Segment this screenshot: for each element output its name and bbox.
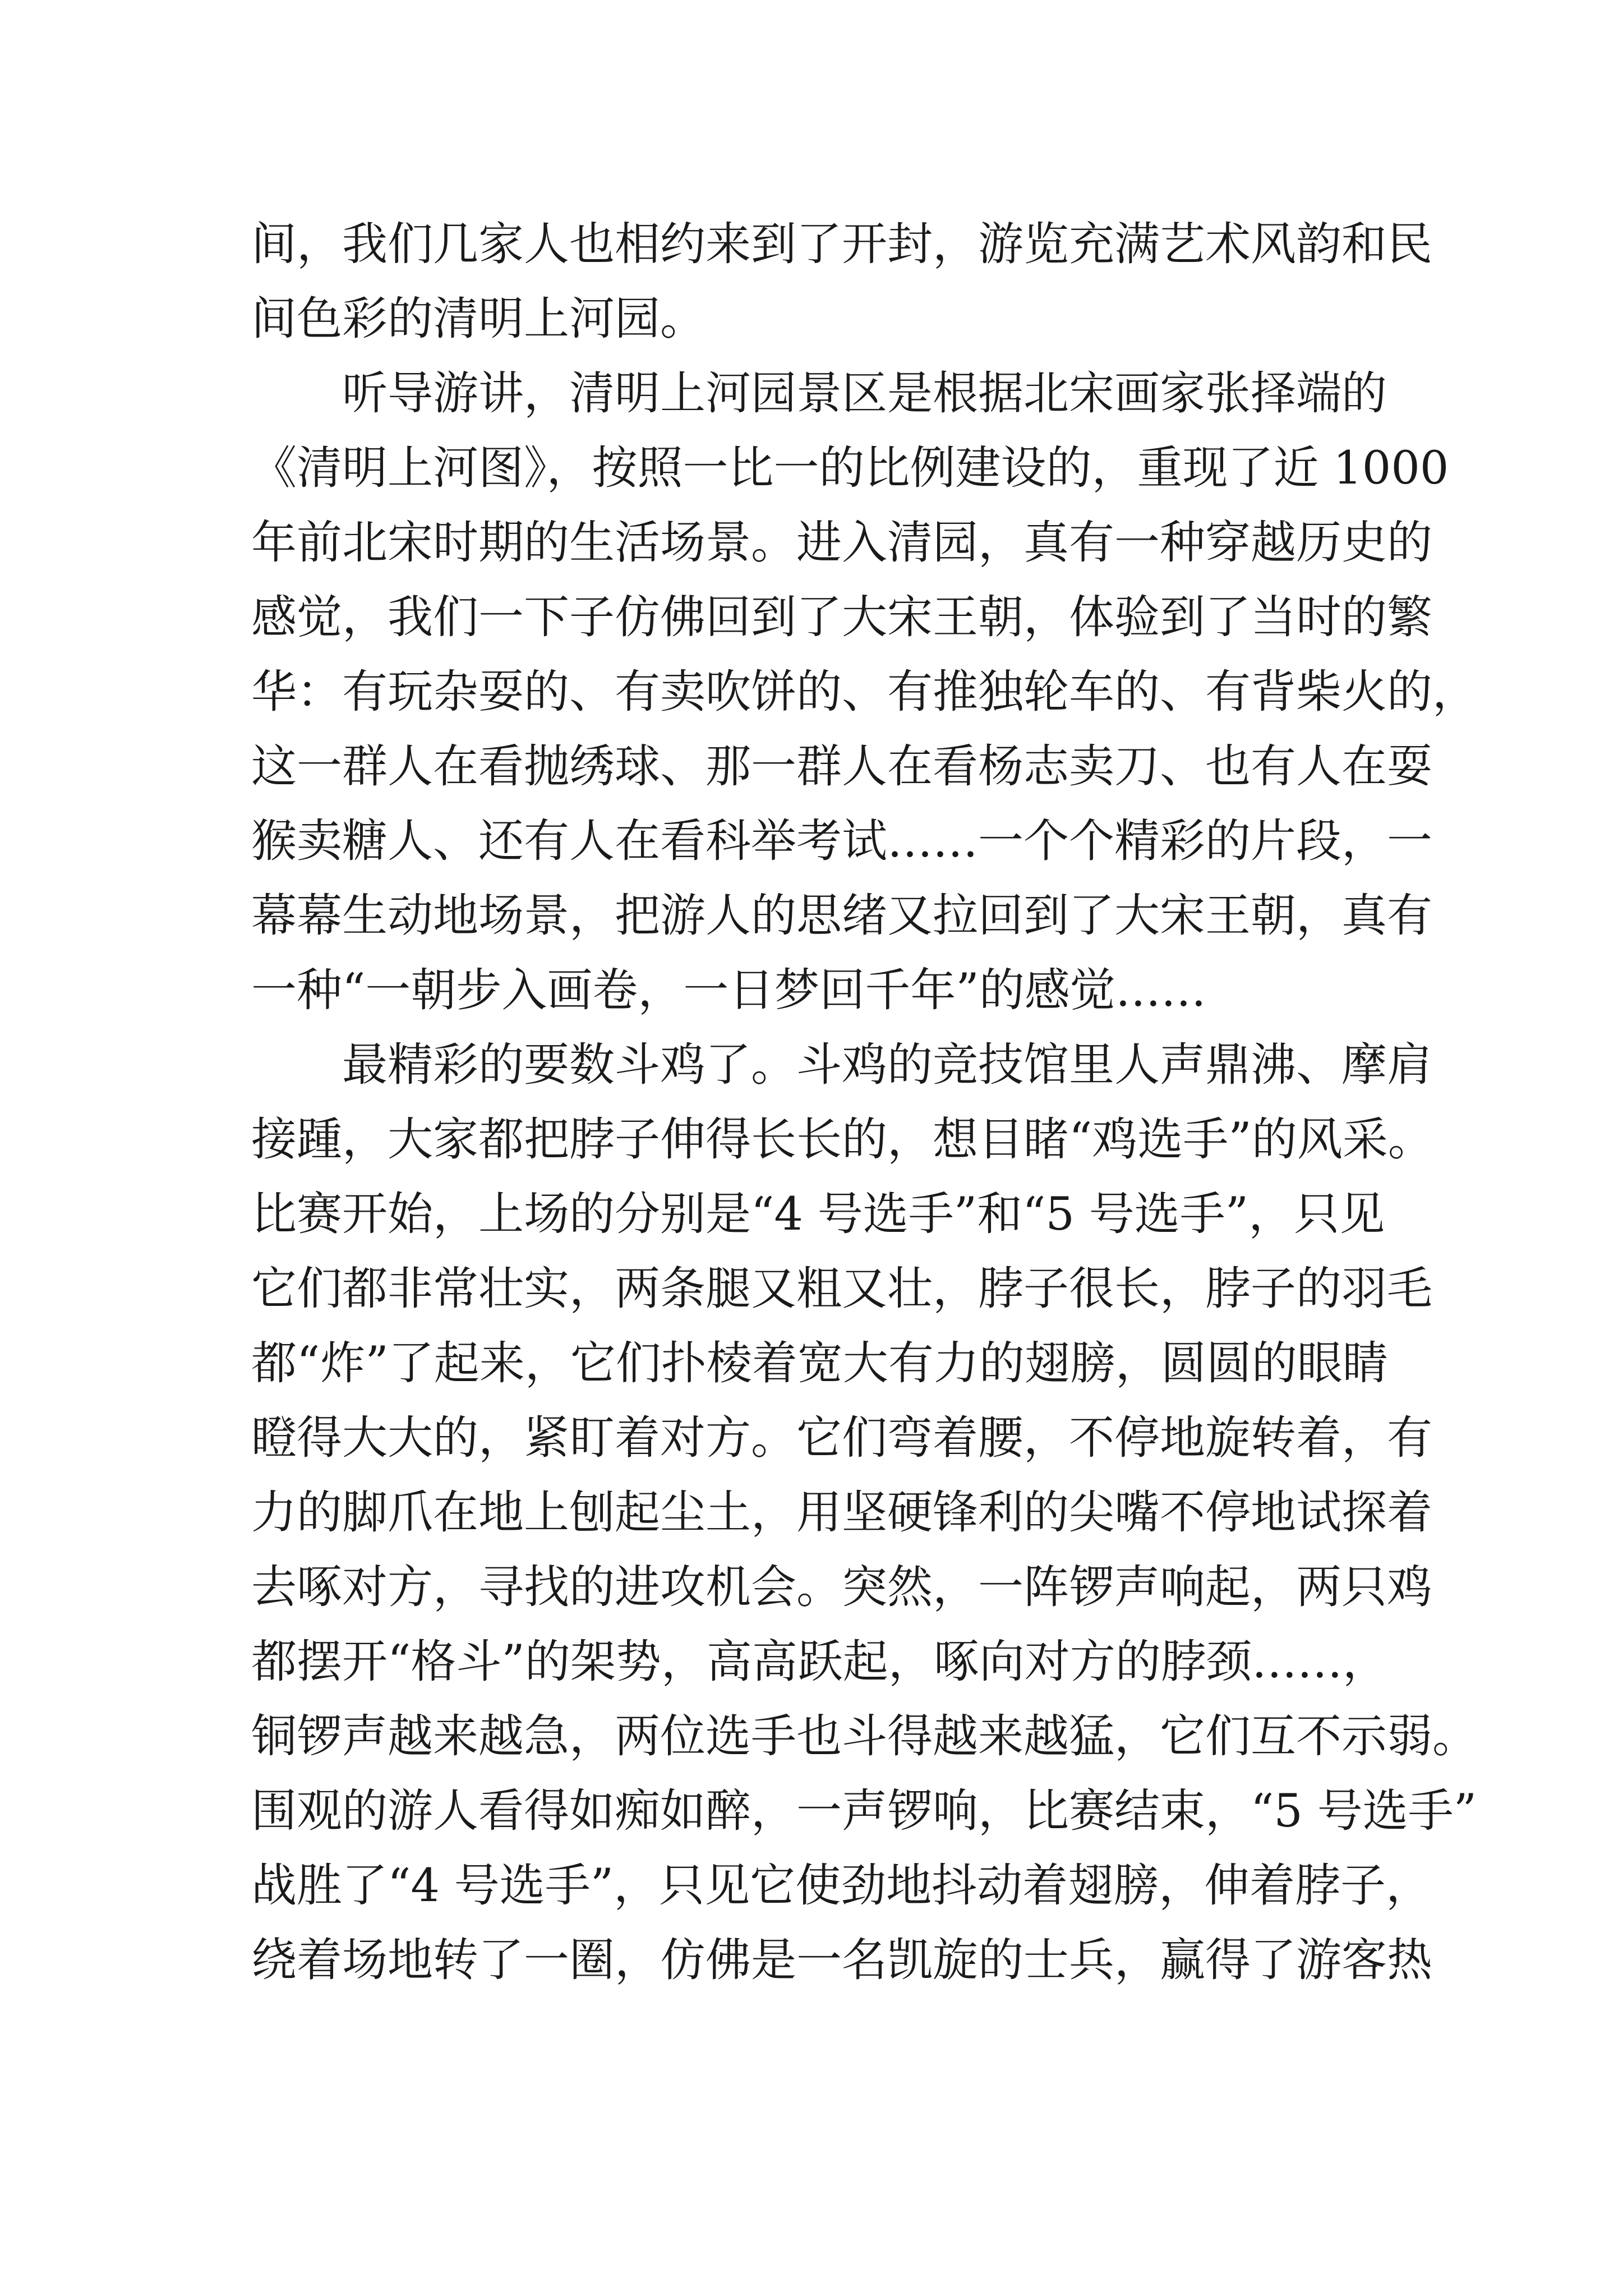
- text-line: 幕幕生动地场景，把游人的思绪又拉回到了大宋王朝，真有: [251, 890, 1433, 942]
- text-line: 猴卖糖人、还有人在看科举考试……一个个精彩的片段，一: [251, 815, 1433, 868]
- text-line: 年前北宋时期的生活场景。进入清园，真有一种穿越历史的: [251, 517, 1433, 569]
- text-line: 间色彩的清明上河园。: [251, 293, 706, 346]
- text-line: 间，我们几家人也相约来到了开封，游览充满艺术风韵和民: [251, 218, 1433, 271]
- text-line: 接踵，大家都把脖子伸得长长的，想目睹“鸡选手”的风采。: [251, 1114, 1433, 1166]
- text-line: 去啄对方，寻找的进攻机会。突然，一阵锣声响起，两只鸡: [251, 1561, 1433, 1614]
- text-line: 战胜了“4 号选手”，只见它使劲地抖动着翅膀，伸着脖子，: [251, 1860, 1432, 1912]
- text-line: 绕着场地转了一圈，仿佛是一名凯旋的士兵，赢得了游客热: [251, 1934, 1433, 1987]
- text-line: 都摆开“格斗”的架势，高高跃起，啄向对方的脖颈……，: [251, 1636, 1388, 1688]
- text-line: 它们都非常壮实，两条腿又粗又壮，脖子很长，脖子的羽毛: [251, 1263, 1433, 1315]
- text-line: 最精彩的要数斗鸡了。斗鸡的竞技馆里人声鼎沸、摩肩: [342, 1039, 1433, 1092]
- text-line: 比赛开始，上场的分别是“4 号选手”和“5 号选手”，只见: [251, 1188, 1385, 1241]
- text-line: 《清明上河图》，按照一比一的比例建设的，重现了近 1000: [251, 442, 1449, 495]
- text-line: 一种“一朝步入画卷，一日梦回千年”的感觉……: [251, 964, 1206, 1017]
- body-text: [251, 208, 1478, 1998]
- text-line: 瞪得大大的，紧盯着对方。它们弯着腰，不停地旋转着，有: [251, 1412, 1433, 1465]
- text-line: 围观的游人看得如痴如醉，一声锣响，比赛结束，“5 号选手”: [251, 1785, 1477, 1838]
- text-line: 这一群人在看抛绣球、那一群人在看杨志卖刀、也有人在耍: [251, 740, 1433, 793]
- text-line: 听导游讲，清明上河园景区是根据北宋画家张择端的: [342, 367, 1387, 420]
- text-line: 都“炸”了起来，它们扑棱着宽大有力的翅膀，圆圆的眼睛: [251, 1337, 1388, 1390]
- paragraph-cockfight: [251, 1028, 1478, 1998]
- text-line: 华：有玩杂耍的、有卖吹饼的、有推独轮车的、有背柴火的，: [251, 666, 1478, 719]
- text-line: 力的脚爪在地上刨起尘土，用坚硬锋利的尖嘴不停地试探着: [251, 1487, 1433, 1539]
- text-line: 感觉，我们一下子仿佛回到了大宋王朝，体验到了当时的繁: [251, 591, 1433, 644]
- paragraph-continuation: [251, 208, 1433, 357]
- paragraph-guide: [251, 357, 1478, 1028]
- text-line: 铜锣声越来越急，两位选手也斗得越来越猛，它们互不示弱。: [251, 1710, 1478, 1763]
